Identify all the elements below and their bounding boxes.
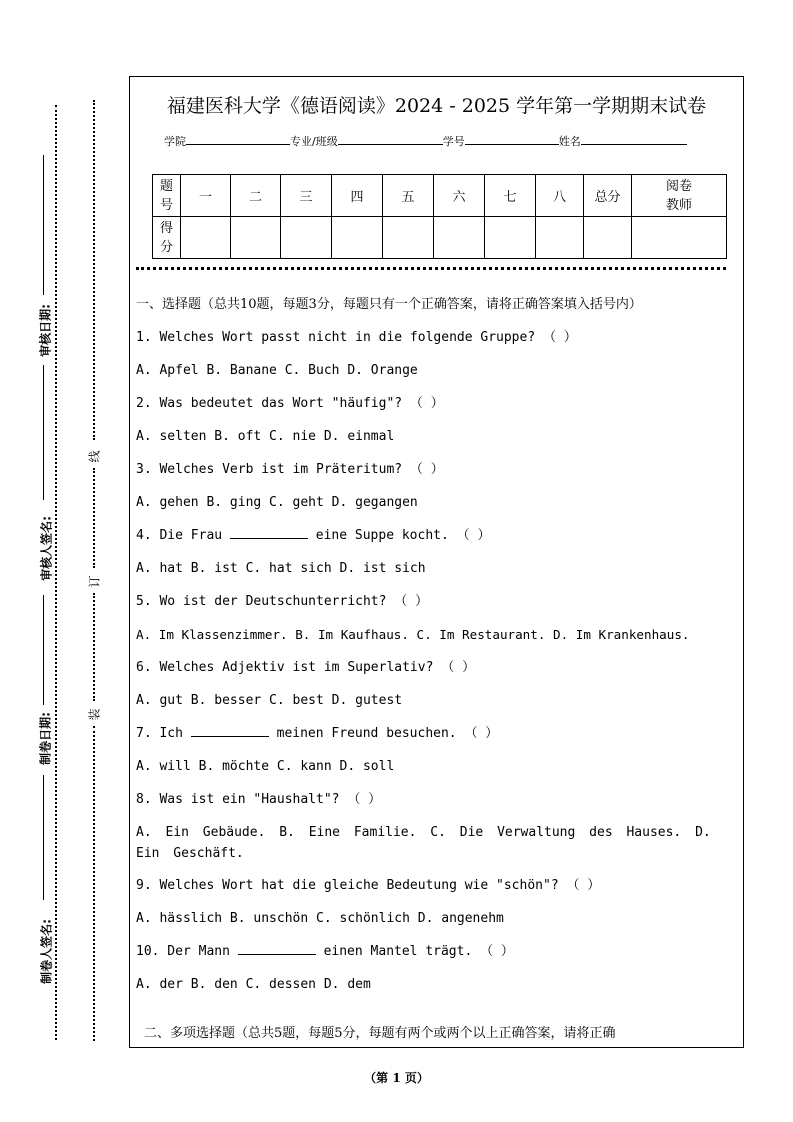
- score-cell[interactable]: [434, 217, 485, 259]
- options-10: A. der B. den C. dessen D. dem: [136, 977, 371, 992]
- field-name-label: 姓名: [558, 135, 581, 148]
- question-4: 4. Die Frau eine Suppe kocht. （ ）: [136, 528, 491, 543]
- question-9: 9. Welches Wort hat die gleiche Bedeutung wie "schön"? （ ）: [136, 878, 601, 893]
- field-major-label: 专业/班级: [290, 135, 338, 148]
- binding-mark-xian: 线: [87, 450, 102, 463]
- question-10: 10. Der Mann einen Mantel trägt. （ ）: [136, 944, 514, 959]
- section1: [136, 293, 740, 996]
- row-label-defen: 得分: [153, 217, 181, 259]
- options-1: A. Apfel B. Banane C. Buch D. Orange: [136, 363, 418, 378]
- field-college-label: 学院: [164, 135, 186, 148]
- column-header: 八: [536, 175, 584, 217]
- binding-dotted-line: [93, 468, 95, 568]
- binding-mark-ding: 订: [87, 575, 102, 588]
- score-cell[interactable]: [281, 217, 332, 259]
- options-5: A. Im Klassenzimmer. B. Im Kaufhaus. C. Im Restaurant. D. Im Krankenhaus.: [136, 627, 690, 642]
- section2-heading: 二、多项选择题（总共5题，每题5分，每题有两个或两个以上正确答案，请将正确: [144, 1026, 616, 1041]
- column-header-total: 总分: [584, 175, 632, 217]
- inner-dotted-line: [55, 105, 57, 1040]
- options-9: A. hässlich B. unschön C. schönlich D. angenehm: [136, 911, 504, 926]
- field-id-blank[interactable]: [465, 133, 559, 145]
- score-cell[interactable]: [485, 217, 536, 259]
- field-college-blank[interactable]: [186, 133, 290, 145]
- signature-line-reviewer: [43, 365, 44, 500]
- student-info-row: [164, 133, 687, 149]
- reviewer-sign-label: 审核人签名:: [39, 516, 54, 581]
- column-header: 七: [485, 175, 536, 217]
- column-header: 六: [434, 175, 485, 217]
- answer-blank[interactable]: [230, 526, 308, 539]
- separator-dotted-line: [136, 267, 726, 270]
- score-cell[interactable]: [332, 217, 383, 259]
- score-cell-grader[interactable]: [632, 217, 727, 259]
- question-8: 8. Was ist ein "Haushalt"? （ ）: [136, 792, 382, 807]
- section1-heading: 一、选择题（总共10题，每题3分，每题只有一个正确答案，请将正确答案填入括号内）: [136, 297, 642, 312]
- question-5: 5. Wo ist der Deutschunterricht? （ ）: [136, 594, 429, 609]
- row-label-tihao: 题号: [153, 175, 181, 217]
- question-3: 3. Welches Verb ist im Präteritum? （ ）: [136, 462, 444, 477]
- score-cell-total[interactable]: [584, 217, 632, 259]
- signature-line-review-date: [43, 155, 44, 295]
- column-header: 四: [332, 175, 383, 217]
- column-header-grader: 阅卷教师: [632, 175, 727, 217]
- page-number: （第 1 页）: [364, 1071, 429, 1085]
- question-1: 1. Welches Wort passt nicht in die folgende Gruppe? （ ）: [136, 330, 577, 345]
- options-2: A. selten B. oft C. nie D. einmal: [136, 429, 395, 444]
- binding-dotted-line: [93, 100, 95, 440]
- options-6: A. gut B. besser C. best D. gutest: [136, 693, 403, 708]
- question-2: 2. Was bedeutet das Wort "häufig"? （ ）: [136, 396, 444, 411]
- column-header: 五: [383, 175, 434, 217]
- column-header: 三: [281, 175, 332, 217]
- question-7: 7. Ich meinen Freund besuchen. （ ）: [136, 726, 499, 741]
- binding-dotted-line: [93, 593, 95, 701]
- field-id-label: 学号: [442, 135, 465, 148]
- exam-frame: [129, 76, 744, 1048]
- score-table-score-row: [153, 217, 727, 259]
- maker-sign-label: 制卷人签名:: [39, 919, 54, 984]
- answer-blank[interactable]: [238, 942, 316, 955]
- score-cell[interactable]: [181, 217, 231, 259]
- score-cell[interactable]: [231, 217, 281, 259]
- make-date-label: 制卷日期:: [38, 712, 53, 765]
- options-7: A. will B. möchte C. kann D. soll: [136, 759, 395, 774]
- column-header: 一: [181, 175, 231, 217]
- signature-line-maker: [43, 775, 44, 900]
- answer-blank[interactable]: [191, 724, 269, 737]
- field-name-blank[interactable]: [581, 133, 687, 145]
- score-table-header-row: [153, 175, 727, 217]
- binding-dotted-line: [93, 726, 95, 1041]
- options-8: A. Ein Gebäude. B. Eine Familie. C. Die Verwaltung des Hauses. D. Ein Geschäft.: [136, 825, 711, 861]
- options-3: A. gehen B. ging C. geht D. gegangen: [136, 495, 418, 510]
- question-6: 6. Welches Adjektiv ist im Superlativ? （ ）: [136, 660, 476, 675]
- exam-title: 福建医科大学《德语阅读》2024 - 2025 学年第一学期期末试卷: [166, 95, 707, 117]
- review-date-label: 审核日期:: [38, 304, 53, 357]
- score-cell[interactable]: [383, 217, 434, 259]
- score-table: [152, 174, 727, 259]
- column-header: 二: [231, 175, 281, 217]
- options-4: A. hat B. ist C. hat sich D. ist sich: [136, 561, 426, 576]
- binding-mark-zhuang: 装: [87, 708, 102, 721]
- signature-line-make-date: [43, 595, 44, 705]
- score-cell[interactable]: [536, 217, 584, 259]
- field-major-blank[interactable]: [338, 133, 443, 145]
